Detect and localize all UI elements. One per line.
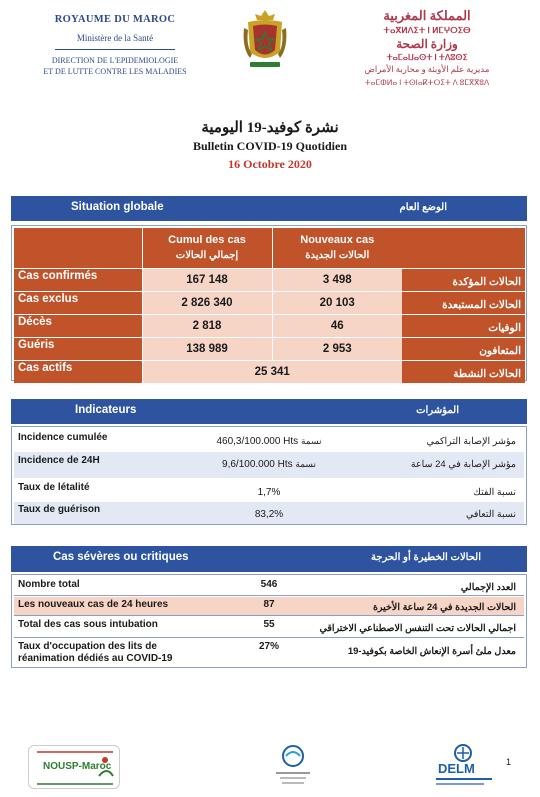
severe-value: 546 [260,579,278,590]
active-label-ar: الحالات النشطة [402,360,525,383]
indicator-value-text: 9,6/100.000 Hts [222,459,293,470]
table-row [14,268,525,291]
list-item [14,597,524,616]
severe-label-fr [18,641,173,665]
header-arabic-block [332,8,522,87]
kingdom-name-tifinagh: ⵜⴰⴳⵍⴷⵉⵜ ⵏ ⵍⵎⵖⵔⵉⴱ [383,25,471,35]
row-label-fr: Décès [14,314,142,337]
severe-value: 87 [263,599,275,610]
indicator-label-fr: Taux de guérison [18,504,101,515]
list-item [14,479,524,501]
ministry-footer-logo-icon [268,742,318,788]
row-label-ar: الوفيات [402,314,525,337]
severe-label-fr-line2: réanimation dédiés au COVID-19 [18,653,173,664]
situation-table [14,228,525,384]
row-label-ar: الحالات المؤكدة [402,268,525,291]
bulletin-title-ar: نشرة كوفيد-19 اليومية [201,120,339,136]
page-number: 1 [506,757,512,767]
ministry-name-tifinagh: ⵜⴰⵎⴰⵡⴰⵙⵜ ⵏ ⵜⴷⵓⵙⵉ [386,53,468,62]
severe-label-fr: Total des cas sous intubation [18,619,158,630]
cumul-value: 2 818 [142,314,272,337]
ministry-name-ar: وزارة الصحة [396,37,458,51]
cumul-value: 167 148 [142,268,272,291]
indicator-label-fr: Incidence de 24H [18,455,100,466]
indicator-value: 1,7% [257,487,281,498]
severe-label-fr: Nombre total [18,579,80,590]
cumul-value: 2 826 340 [142,291,272,314]
row-label-ar: المتعافون [402,337,525,360]
direction-name-ar: مديرية علم الأوبئة و محاربة الأمراض [364,64,490,74]
delm-logo [432,744,494,790]
severe-title-ar: الحالات الخطيرة أو الحرجة [371,552,481,563]
indicators-banner [11,399,527,424]
direction-name-tifinagh: ⵜⴰⵎⵀⵍⴰ ⵏ ⵜⵙⵏⴰⴽⵜⵔⵉⵜ ⴷ ⵓⵎⴳⴳⵓⴷ [364,78,490,87]
situation-title-ar: الوضع العام [399,202,447,213]
indicator-label-ar: نسبة الفتك [473,487,516,498]
indicator-value [194,459,344,470]
new-value: 46 [272,314,402,337]
severe-label-ar: الحالات الجديدة في 24 ساعة الأخيرة [372,602,516,613]
severe-title-fr: Cas sévères ou critiques [53,551,189,563]
row-label-ar: الحالات المستبعدة [402,291,525,314]
list-item [14,429,524,451]
indicator-label-fr: Taux de létalité [18,482,90,493]
severe-label-ar: العدد الإجمالي [460,582,516,593]
col-header-new [272,228,402,268]
severe-label-fr-line1: Taux d'occupation des lits de [18,641,157,652]
list-item [14,577,524,596]
coat-of-arms-icon [240,8,290,70]
table-row [14,291,525,314]
list-item [14,452,524,478]
col-header-cumul-fr: Cumul des cas [168,233,246,246]
list-item [14,502,524,524]
kingdom-name-ar: المملكة المغربية [383,8,471,23]
situation-title-fr: Situation globale [71,201,164,213]
severe-banner [11,546,527,572]
kingdom-name-fr: ROYAUME DU MAROC [54,14,176,25]
row-label-fr: Cas confirmés [14,268,142,291]
list-item [14,617,524,638]
cumul-value: 138 989 [142,337,272,360]
indicator-value [194,436,344,447]
header-corner-right [402,228,525,268]
header-corner-left [14,228,142,268]
list-item [14,639,524,667]
bulletin-date: 16 Octobre 2020 [228,157,312,171]
indicator-value-unit-ar: نسمة [295,459,316,469]
col-header-cumul-ar: إجمالي الحالات [175,249,239,261]
delm-logo-subtext2 [436,783,484,785]
delm-logo-text: DELM [438,761,475,776]
direction-line2-fr: ET DE LUTTE CONTRE LES MALADIES [43,67,187,76]
nousp-logo-text: NOUSP-Maroc [43,761,112,772]
nousp-logo [28,745,120,789]
severe-label-ar: اجمالي الحالات تحت التنفس الاصطناعي الاختراقي [319,623,516,634]
col-header-new-ar: الحالات الجديدة [305,249,370,261]
header-divider [55,49,175,50]
indicators-title-fr: Indicateurs [75,404,137,416]
situation-banner [11,196,527,221]
header-french-block [20,14,210,76]
indicator-value-unit-ar: نسمة [300,436,322,446]
indicators-title-ar: المؤشرات [416,405,459,416]
delm-logo-subtext [436,778,492,780]
col-header-cumul [142,228,272,268]
indicator-value-text: 460,3/100.000 Hts [216,436,299,447]
row-label-fr: Guéris [14,337,142,360]
severe-label-fr: Les nouveaux cas de 24 heures [18,599,169,610]
col-header-new-fr: Nouveaux cas [300,233,375,246]
severe-value: 27% [258,641,279,652]
row-label-fr: Cas exclus [14,291,142,314]
indicator-label-ar: مؤشر الإصابة في 24 ساعة [410,459,516,470]
new-value: 20 103 [272,291,402,314]
table-row [14,314,525,337]
direction-line1-fr: DIRECTION DE L'EPIDEMIOLOGIE [51,56,179,65]
table-row-active [14,360,525,383]
new-value: 3 498 [272,268,402,291]
bulletin-title-fr: Bulletin COVID-19 Quotidien [192,139,348,153]
indicator-label-ar: نسبة التعافي [465,509,516,520]
indicator-label-fr: Incidence cumulée [18,432,108,443]
severe-label-ar: معدل ملئ أسرة الإنعاش الخاصة بكوفيد-19 [347,646,516,657]
active-label-fr: Cas actifs [14,360,142,383]
severe-value: 55 [263,619,275,630]
indicator-value: 83,2% [254,509,284,520]
table-row [14,337,525,360]
situation-header-row [14,228,525,268]
indicator-label-ar: مؤشر الإصابة التراكمي [426,436,516,447]
new-value: 2 953 [272,337,402,360]
delm-logo-icon [448,744,478,762]
active-value: 25 341 [142,360,402,383]
ministry-name-fr: Ministère de la Santé [76,33,154,43]
